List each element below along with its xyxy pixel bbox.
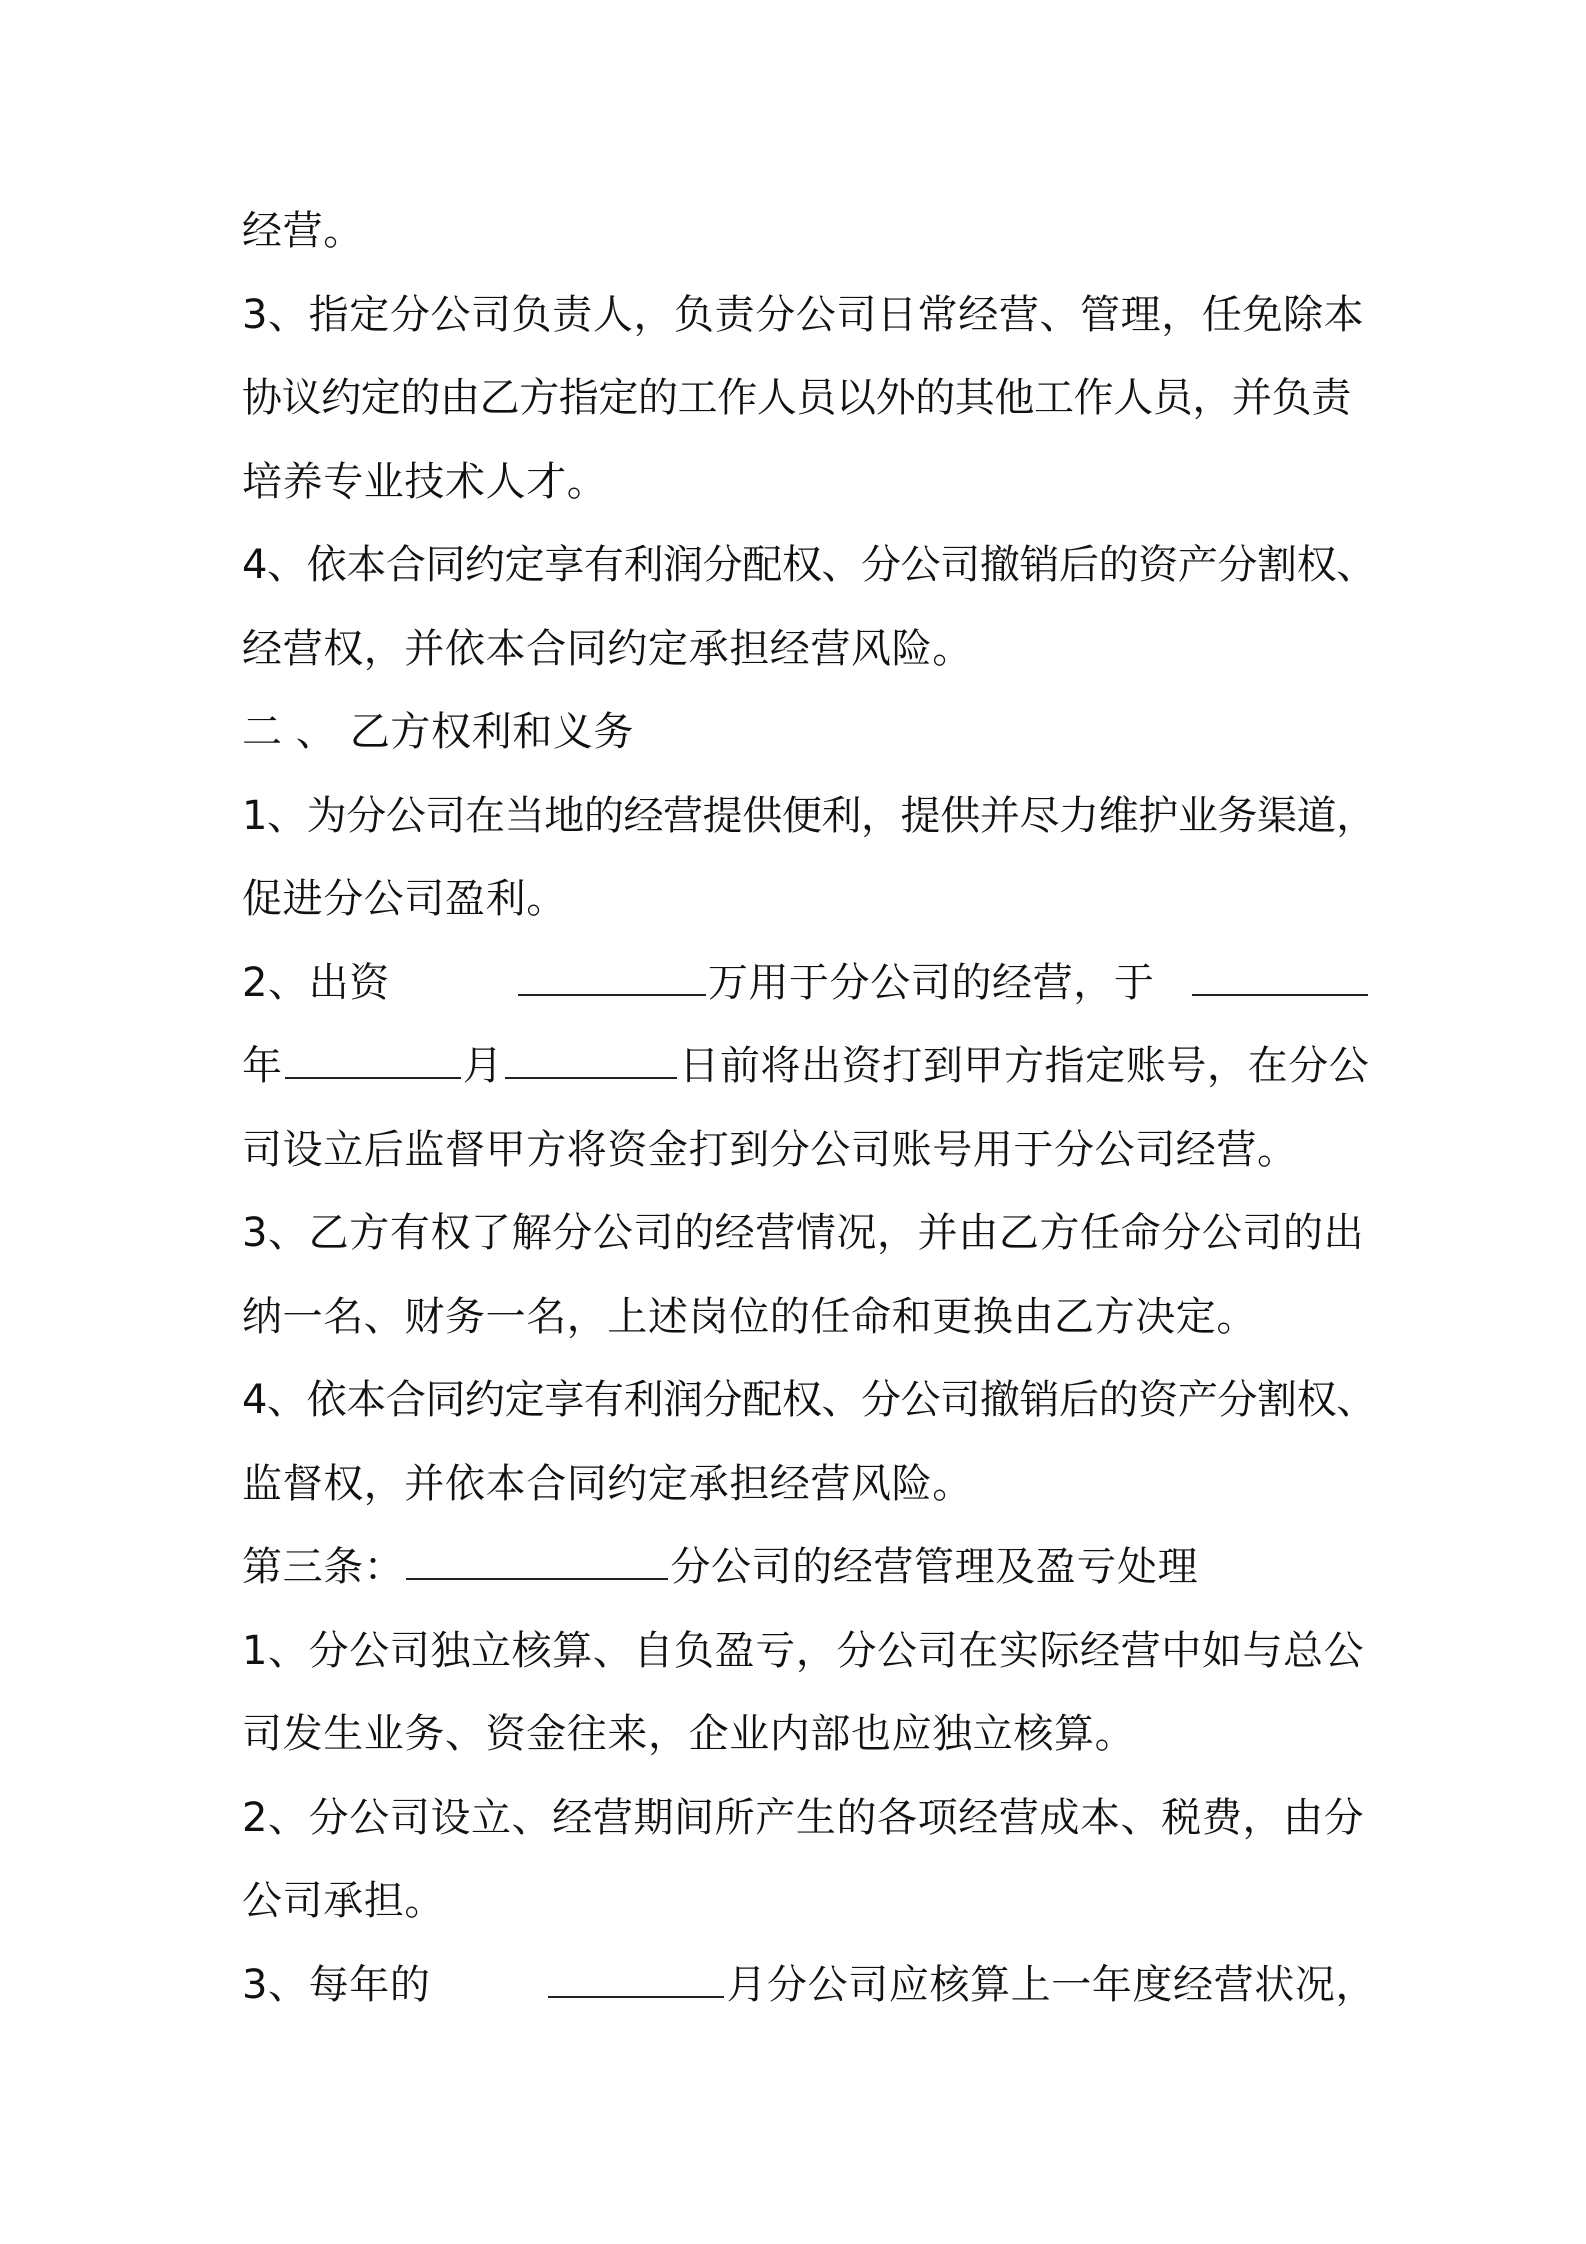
text-line: 经营。 [242,208,364,254]
annual-month-blank [548,1960,724,1998]
section-heading: 二 、 乙方权利和义务 [242,709,635,755]
text-line: 4、依本合同约定享有利润分配权、分公司撤销后的资产分割权、 [242,542,1376,588]
month-label: 月 [462,1043,504,1089]
text-line: 协议约定的由乙方指定的工作人员以外的其他工作人员，并负责 [242,375,1351,421]
capital-line [242,942,1382,1026]
annual-line [242,1944,1382,2028]
contract-text [242,190,1382,2027]
text-line: 公司承担。 [242,1878,445,1924]
text-line: 2、分公司设立、经营期间所产生的各项经营成本、税费，由分 [242,1794,1365,1841]
text-line: 司发生业务、资金往来，企业内部也应独立核算。 [242,1711,1136,1757]
year-value-blank [285,1041,461,1079]
date-rest: 日前将出资打到甲方指定账号，在分公 [679,1043,1370,1089]
year-label: 年 [242,1043,283,1089]
year-blank [1192,958,1368,996]
text-line: 促进分公司盈利。 [242,876,567,922]
text-line: 3、乙方有权了解分公司的经营情况，并由乙方任命分公司的出 [242,1210,1365,1256]
text-line: 监督权，并依本合同约定承担经营风险。 [242,1460,973,1507]
text-line: 司设立后监督甲方将资金打到分公司账号用于分公司经营。 [242,1126,1298,1173]
text-line: 1、为分公司在当地的经营提供便利，提供并尽力维护业务渠道， [242,792,1376,839]
text-line: 纳一名、财务一名，上述岗位的任命和更换由乙方决定。 [242,1293,1257,1340]
article-three-heading [242,1526,1382,1610]
text-line: 经营权，并依本合同约定承担经营风险。 [242,625,973,672]
annual-prefix: 3、每年的 [242,1961,431,2008]
annual-rest: 月分公司应核算上一年度经营状况， [726,1961,1377,2008]
capital-label: 2、出资 [242,959,390,1006]
capital-unit-text: 万用于分公司的经营，于 [707,959,1155,1006]
text-line: 1、分公司独立核算、自负盈亏，分公司在实际经营中如与总公 [242,1627,1365,1674]
text-line: 3、指定分公司负责人，负责分公司日常经营、管理，任免除本 [242,291,1365,338]
text-line: 培养专业技术人才。 [242,458,608,505]
company-name-blank [406,1542,668,1580]
article-three-title: 分公司的经营管理及盈亏处理 [670,1544,1199,1590]
capital-amount-blank [518,958,706,996]
article-three-prefix: 第三条： [242,1544,405,1590]
date-line [242,1025,1382,1109]
month-blank [505,1041,677,1079]
text-line: 4、依本合同约定享有利润分配权、分公司撤销后的资产分割权、 [242,1377,1376,1423]
